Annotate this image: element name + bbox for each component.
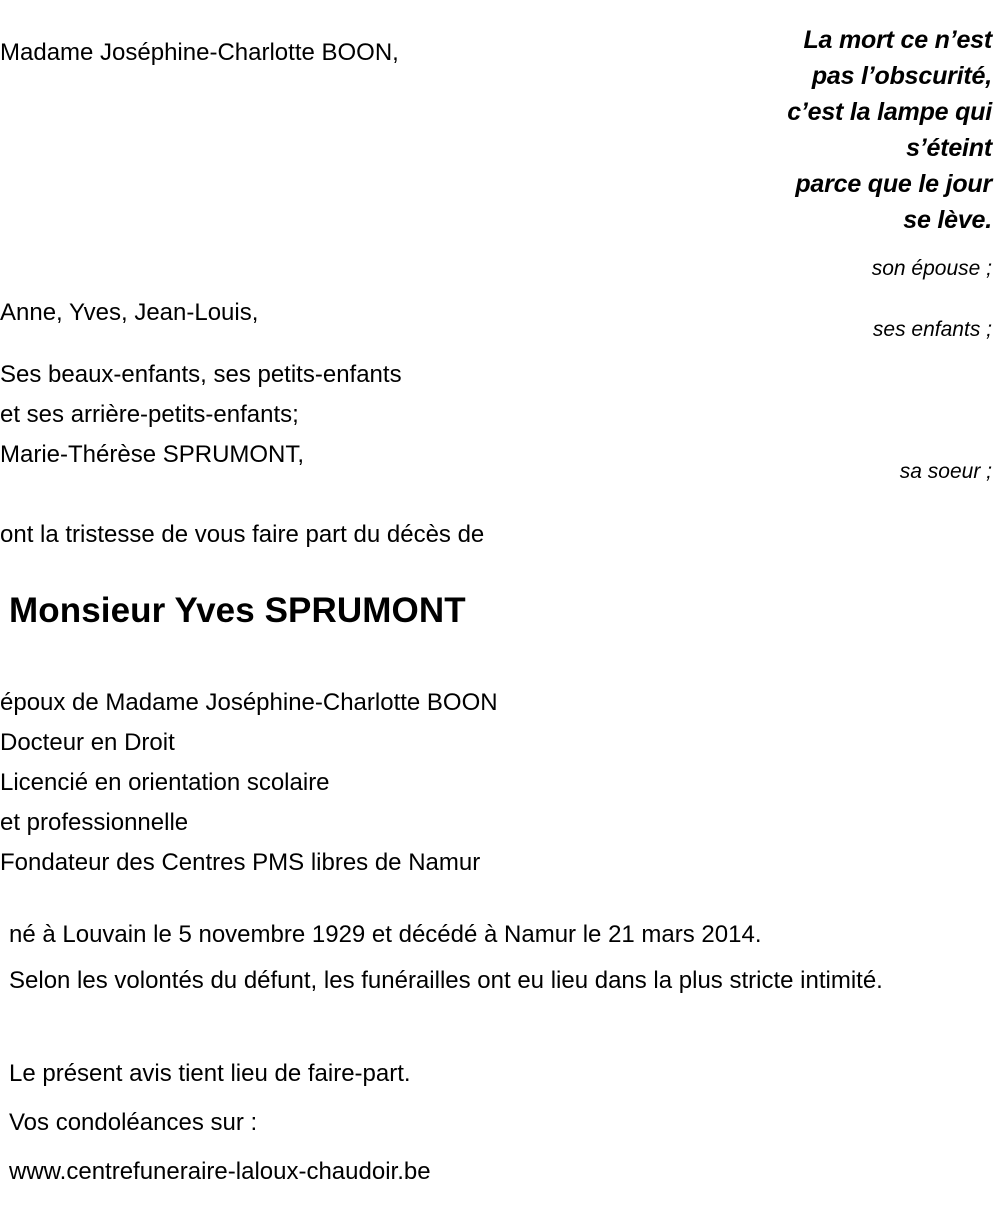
notice-in-lieu: Le présent avis tient lieu de faire-part. bbox=[9, 1060, 411, 1087]
title-line: époux de Madame Joséphine-Charlotte BOON bbox=[0, 689, 498, 716]
title-line: Docteur en Droit bbox=[0, 729, 175, 756]
announcement-lead-in: ont la tristesse de vous faire part du décès de bbox=[0, 521, 485, 548]
quote-line: pas l’obscurité, bbox=[811, 62, 992, 90]
survivor-spouse bbox=[0, 33, 399, 73]
survivor-line: Ses beaux-enfants, ses petits-enfants bbox=[0, 361, 402, 388]
quote-line: c’est la lampe qui bbox=[787, 98, 992, 126]
condolences-label: Vos condoléances sur : bbox=[9, 1109, 258, 1136]
relation-label-sister: sa soeur ; bbox=[899, 460, 992, 483]
title-line: et professionnelle bbox=[0, 809, 189, 836]
deceased-name-heading: Monsieur Yves SPRUMONT bbox=[9, 591, 466, 630]
birth-death-dates: né à Louvain le 5 novembre 1929 et décédé à Namur le 21 mars 2014. bbox=[9, 921, 762, 948]
survivor-line: Marie-Thérèse SPRUMONT, bbox=[0, 441, 305, 468]
relation-label-spouse: son épouse ; bbox=[871, 257, 992, 280]
deceased-titles bbox=[0, 683, 498, 883]
survivor-line: et ses arrière-petits-enfants; bbox=[0, 401, 299, 428]
condolences-url[interactable]: www.centrefuneraire-laloux-chaudoir.be bbox=[9, 1158, 431, 1185]
quote-line: parce que le jour bbox=[795, 170, 992, 198]
quote-line: La mort ce n’est bbox=[803, 26, 992, 54]
quote-line: s’éteint bbox=[906, 134, 992, 162]
survivor-children bbox=[0, 293, 258, 333]
quote-line: se lève. bbox=[903, 206, 992, 234]
title-line: Licencié en orientation scolaire bbox=[0, 769, 330, 796]
survivor-line: Anne, Yves, Jean-Louis, bbox=[0, 299, 259, 326]
survivor-extended-family bbox=[0, 355, 402, 475]
memorial-quote bbox=[562, 22, 992, 238]
funeral-notice: Selon les volontés du défunt, les funérailles ont eu lieu dans la plus stricte intimité. bbox=[9, 967, 883, 994]
quote-text bbox=[562, 22, 992, 238]
title-line: Fondateur des Centres PMS libres de Namur bbox=[0, 849, 481, 876]
relation-label-children: ses enfants ; bbox=[872, 318, 992, 341]
survivor-line: Madame Joséphine-Charlotte BOON, bbox=[0, 39, 399, 66]
